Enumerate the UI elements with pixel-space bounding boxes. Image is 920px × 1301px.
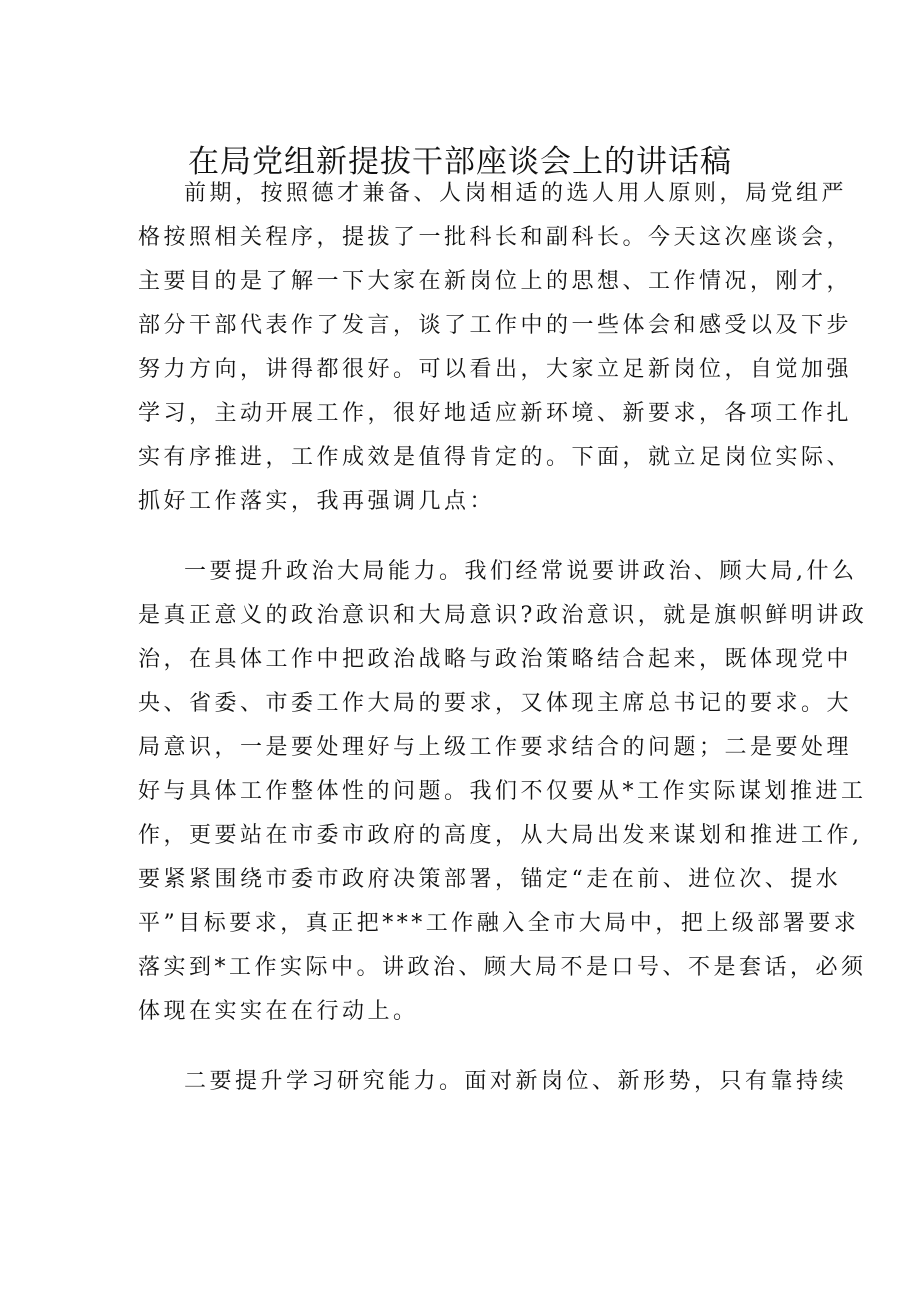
text-line: 学习，主动开展工作，很好地适应新环境、新要求，各项工作扎 bbox=[138, 401, 853, 426]
document-title: 在局党组新提拔干部座谈会上的讲话稿 bbox=[188, 144, 732, 180]
text-line: 央、省委、市委工作大局的要求，又体现主席总书记的要求。大 bbox=[138, 691, 853, 716]
text-line: 抓好工作落实，我再强调几点： bbox=[138, 489, 496, 514]
text-line: 好与具体工作整体性的问题。我们不仅要从*工作实际谋划推进工 bbox=[138, 779, 867, 804]
text-line: 格按照相关程序，提拔了一批科长和副科长。今天这次座谈会， bbox=[138, 225, 853, 250]
text-line: 治，在具体工作中把政治战略与政治策略结合起来，既体现党中 bbox=[138, 647, 853, 672]
text-line: 二要提升学习研究能力。面对新岗位、新形势，只有靠持续 bbox=[184, 1069, 848, 1094]
text-line: 体现在实实在在行动上。 bbox=[138, 999, 419, 1024]
text-line: 一要提升政治大局能力。我们经常说要讲政治、顾大局,什么 bbox=[184, 559, 858, 584]
text-line: 是真正意义的政治意识和大局意识?政治意识，就是旗帜鲜明讲政 bbox=[138, 603, 868, 628]
text-line: 要紧紧围绕市委市政府决策部署，锚定“走在前、进位次、提水 bbox=[138, 867, 842, 892]
text-line: 落实到*工作实际中。讲政治、顾大局不是口号、不是套话，必须 bbox=[138, 955, 867, 980]
text-line: 平”目标要求，真正把***工作融入全市大局中，把上级部署要求 bbox=[138, 911, 860, 936]
text-line: 实有序推进，工作成效是值得肯定的。下面，就立足岗位实际、 bbox=[138, 445, 853, 470]
text-line: 局意识，一是要处理好与上级工作要求结合的问题；二是要处理 bbox=[138, 735, 853, 760]
text-line: 主要目的是了解一下大家在新岗位上的思想、工作情况，刚才， bbox=[138, 269, 853, 294]
text-line: 努力方向，讲得都很好。可以看出，大家立足新岗位，自觉加强 bbox=[138, 357, 853, 382]
text-line: 作，更要站在市委市政府的高度，从大局出发来谋划和推进工作, bbox=[138, 823, 863, 848]
text-line: 前期，按照德才兼备、人岗相适的选人用人原则，局党组严 bbox=[184, 181, 848, 206]
text-line: 部分干部代表作了发言，谈了工作中的一些体会和感受以及下步 bbox=[138, 313, 853, 338]
